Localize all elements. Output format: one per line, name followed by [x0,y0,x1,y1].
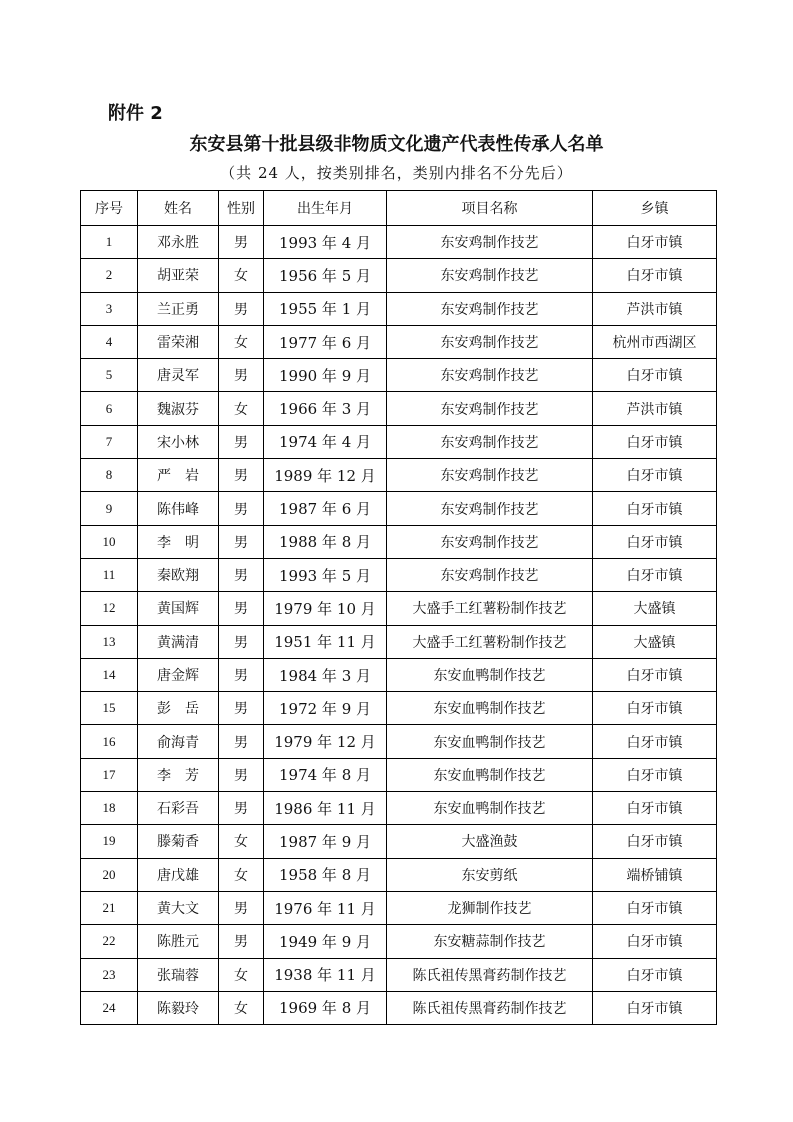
header-gender: 性别 [219,191,264,226]
table-row [81,459,717,492]
table-row [81,725,717,758]
cell-birth-date: 1972 年 9 月 [264,692,387,725]
cell-township: 白牙市镇 [593,425,717,458]
cell-name: 陈毅玲 [138,991,219,1024]
attachment-label: 附件 2 [108,103,163,124]
cell-gender: 男 [219,226,264,259]
cell-project-name: 东安鸡制作技艺 [387,558,593,591]
cell-township: 白牙市镇 [593,758,717,791]
cell-name: 黄满清 [138,625,219,658]
table-row [81,259,717,292]
cell-birth-date: 1938 年 11 月 [264,958,387,991]
cell-township: 杭州市西湖区 [593,325,717,358]
cell-gender: 男 [219,459,264,492]
cell-birth-date: 1949 年 9 月 [264,925,387,958]
cell-birth-date: 1987 年 9 月 [264,825,387,858]
cell-serial-number: 2 [81,259,138,292]
cell-birth-date: 1989 年 12 月 [264,459,387,492]
cell-gender: 男 [219,359,264,392]
cell-gender: 女 [219,325,264,358]
cell-serial-number: 4 [81,325,138,358]
document-subtitle: （共 24 人，按类别排名，类别内排名不分先后） [220,164,573,182]
cell-birth-date: 1988 年 8 月 [264,525,387,558]
cell-birth-date: 1993 年 5 月 [264,558,387,591]
cell-project-name: 东安血鸭制作技艺 [387,692,593,725]
cell-name: 唐灵军 [138,359,219,392]
cell-name: 陈伟峰 [138,492,219,525]
header-township: 乡镇 [593,191,717,226]
cell-township: 大盛镇 [593,592,717,625]
table-row [81,226,717,259]
cell-gender: 男 [219,692,264,725]
cell-name: 宋小林 [138,425,219,458]
table-row [81,592,717,625]
cell-birth-date: 1956 年 5 月 [264,259,387,292]
cell-name: 张瑞蓉 [138,958,219,991]
cell-gender: 男 [219,625,264,658]
cell-birth-date: 1977 年 6 月 [264,325,387,358]
table-row [81,825,717,858]
cell-serial-number: 3 [81,292,138,325]
cell-serial-number: 8 [81,459,138,492]
cell-township: 白牙市镇 [593,226,717,259]
cell-birth-date: 1969 年 8 月 [264,991,387,1024]
cell-project-name: 东安鸡制作技艺 [387,325,593,358]
cell-project-name: 大盛手工红薯粉制作技艺 [387,592,593,625]
cell-township: 白牙市镇 [593,991,717,1024]
cell-name: 雷荣湘 [138,325,219,358]
cell-township: 大盛镇 [593,625,717,658]
cell-project-name: 陈氏祖传黑膏药制作技艺 [387,958,593,991]
table-row [81,625,717,658]
cell-serial-number: 23 [81,958,138,991]
cell-gender: 男 [219,592,264,625]
cell-serial-number: 9 [81,492,138,525]
table-row [81,991,717,1024]
cell-birth-date: 1976 年 11 月 [264,891,387,924]
cell-gender: 男 [219,425,264,458]
cell-serial-number: 5 [81,359,138,392]
cell-name: 黄大文 [138,891,219,924]
cell-gender: 男 [219,525,264,558]
cell-name: 兰正勇 [138,292,219,325]
cell-township: 白牙市镇 [593,558,717,591]
cell-name: 彭 岳 [138,692,219,725]
table-row [81,858,717,891]
cell-birth-date: 1974 年 4 月 [264,425,387,458]
cell-project-name: 东安鸡制作技艺 [387,292,593,325]
table-row [81,525,717,558]
cell-serial-number: 11 [81,558,138,591]
cell-birth-date: 1958 年 8 月 [264,858,387,891]
cell-name: 严 岩 [138,459,219,492]
table-row [81,925,717,958]
cell-project-name: 大盛手工红薯粉制作技艺 [387,625,593,658]
table-header-row [81,191,717,226]
cell-project-name: 东安血鸭制作技艺 [387,725,593,758]
cell-birth-date: 1951 年 11 月 [264,625,387,658]
cell-project-name: 陈氏祖传黑膏药制作技艺 [387,991,593,1024]
cell-project-name: 东安鸡制作技艺 [387,226,593,259]
cell-gender: 男 [219,758,264,791]
cell-name: 李 明 [138,525,219,558]
cell-gender: 男 [219,558,264,591]
cell-serial-number: 18 [81,792,138,825]
cell-serial-number: 24 [81,991,138,1024]
table-row [81,758,717,791]
cell-township: 芦洪市镇 [593,292,717,325]
cell-township: 白牙市镇 [593,259,717,292]
cell-township: 白牙市镇 [593,492,717,525]
cell-birth-date: 1955 年 1 月 [264,292,387,325]
cell-project-name: 东安鸡制作技艺 [387,392,593,425]
cell-birth-date: 1979 年 10 月 [264,592,387,625]
header-serial-number: 序号 [81,191,138,226]
cell-project-name: 东安血鸭制作技艺 [387,792,593,825]
cell-birth-date: 1974 年 8 月 [264,758,387,791]
cell-name: 黄国辉 [138,592,219,625]
cell-township: 白牙市镇 [593,958,717,991]
cell-serial-number: 14 [81,658,138,691]
cell-township: 白牙市镇 [593,725,717,758]
cell-township: 白牙市镇 [593,459,717,492]
cell-project-name: 东安鸡制作技艺 [387,459,593,492]
cell-township: 端桥铺镇 [593,858,717,891]
cell-birth-date: 1984 年 3 月 [264,658,387,691]
inheritors-table [80,190,717,1025]
cell-project-name: 东安血鸭制作技艺 [387,658,593,691]
cell-birth-date: 1966 年 3 月 [264,392,387,425]
cell-serial-number: 16 [81,725,138,758]
header-project-name: 项目名称 [387,191,593,226]
cell-serial-number: 1 [81,226,138,259]
cell-serial-number: 7 [81,425,138,458]
table-row [81,425,717,458]
cell-serial-number: 10 [81,525,138,558]
cell-gender: 女 [219,958,264,991]
cell-project-name: 东安血鸭制作技艺 [387,758,593,791]
table-row [81,359,717,392]
cell-serial-number: 22 [81,925,138,958]
table-row [81,392,717,425]
cell-project-name: 东安鸡制作技艺 [387,492,593,525]
cell-township: 白牙市镇 [593,525,717,558]
cell-serial-number: 6 [81,392,138,425]
cell-project-name: 东安鸡制作技艺 [387,259,593,292]
table-body [81,226,717,1025]
cell-project-name: 东安剪纸 [387,858,593,891]
cell-birth-date: 1987 年 6 月 [264,492,387,525]
cell-serial-number: 12 [81,592,138,625]
cell-serial-number: 13 [81,625,138,658]
table-row [81,325,717,358]
cell-serial-number: 20 [81,858,138,891]
cell-name: 秦欧翔 [138,558,219,591]
header-name: 姓名 [138,191,219,226]
table-row [81,292,717,325]
cell-township: 白牙市镇 [593,925,717,958]
cell-birth-date: 1986 年 11 月 [264,792,387,825]
table-row [81,692,717,725]
cell-name: 魏淑芬 [138,392,219,425]
cell-project-name: 东安鸡制作技艺 [387,425,593,458]
cell-serial-number: 19 [81,825,138,858]
cell-name: 唐金辉 [138,658,219,691]
cell-gender: 男 [219,658,264,691]
cell-project-name: 东安鸡制作技艺 [387,525,593,558]
cell-name: 唐戊雄 [138,858,219,891]
document-title: 东安县第十批县级非物质文化遗产代表性传承人名单 [189,134,604,155]
cell-township: 白牙市镇 [593,692,717,725]
cell-gender: 男 [219,792,264,825]
cell-project-name: 东安鸡制作技艺 [387,359,593,392]
table-row [81,891,717,924]
cell-gender: 男 [219,925,264,958]
cell-township: 白牙市镇 [593,825,717,858]
cell-name: 俞海青 [138,725,219,758]
cell-township: 白牙市镇 [593,658,717,691]
cell-birth-date: 1979 年 12 月 [264,725,387,758]
cell-township: 白牙市镇 [593,359,717,392]
cell-project-name: 龙狮制作技艺 [387,891,593,924]
cell-gender: 女 [219,259,264,292]
table-row [81,658,717,691]
cell-township: 芦洪市镇 [593,392,717,425]
cell-gender: 女 [219,825,264,858]
table-row [81,558,717,591]
cell-gender: 男 [219,891,264,924]
cell-birth-date: 1990 年 9 月 [264,359,387,392]
cell-gender: 男 [219,725,264,758]
cell-gender: 女 [219,858,264,891]
cell-serial-number: 21 [81,891,138,924]
cell-project-name: 东安糖蒜制作技艺 [387,925,593,958]
cell-name: 胡亚荣 [138,259,219,292]
cell-gender: 女 [219,392,264,425]
cell-gender: 男 [219,492,264,525]
table-row [81,958,717,991]
cell-gender: 女 [219,991,264,1024]
cell-township: 白牙市镇 [593,891,717,924]
cell-name: 李 芳 [138,758,219,791]
cell-project-name: 大盛渔鼓 [387,825,593,858]
cell-name: 石彩吾 [138,792,219,825]
header-birth-date: 出生年月 [264,191,387,226]
cell-name: 邓永胜 [138,226,219,259]
table-row [81,792,717,825]
cell-name: 滕菊香 [138,825,219,858]
cell-name: 陈胜元 [138,925,219,958]
cell-serial-number: 15 [81,692,138,725]
cell-gender: 男 [219,292,264,325]
cell-serial-number: 17 [81,758,138,791]
table-row [81,492,717,525]
cell-birth-date: 1993 年 4 月 [264,226,387,259]
cell-township: 白牙市镇 [593,792,717,825]
